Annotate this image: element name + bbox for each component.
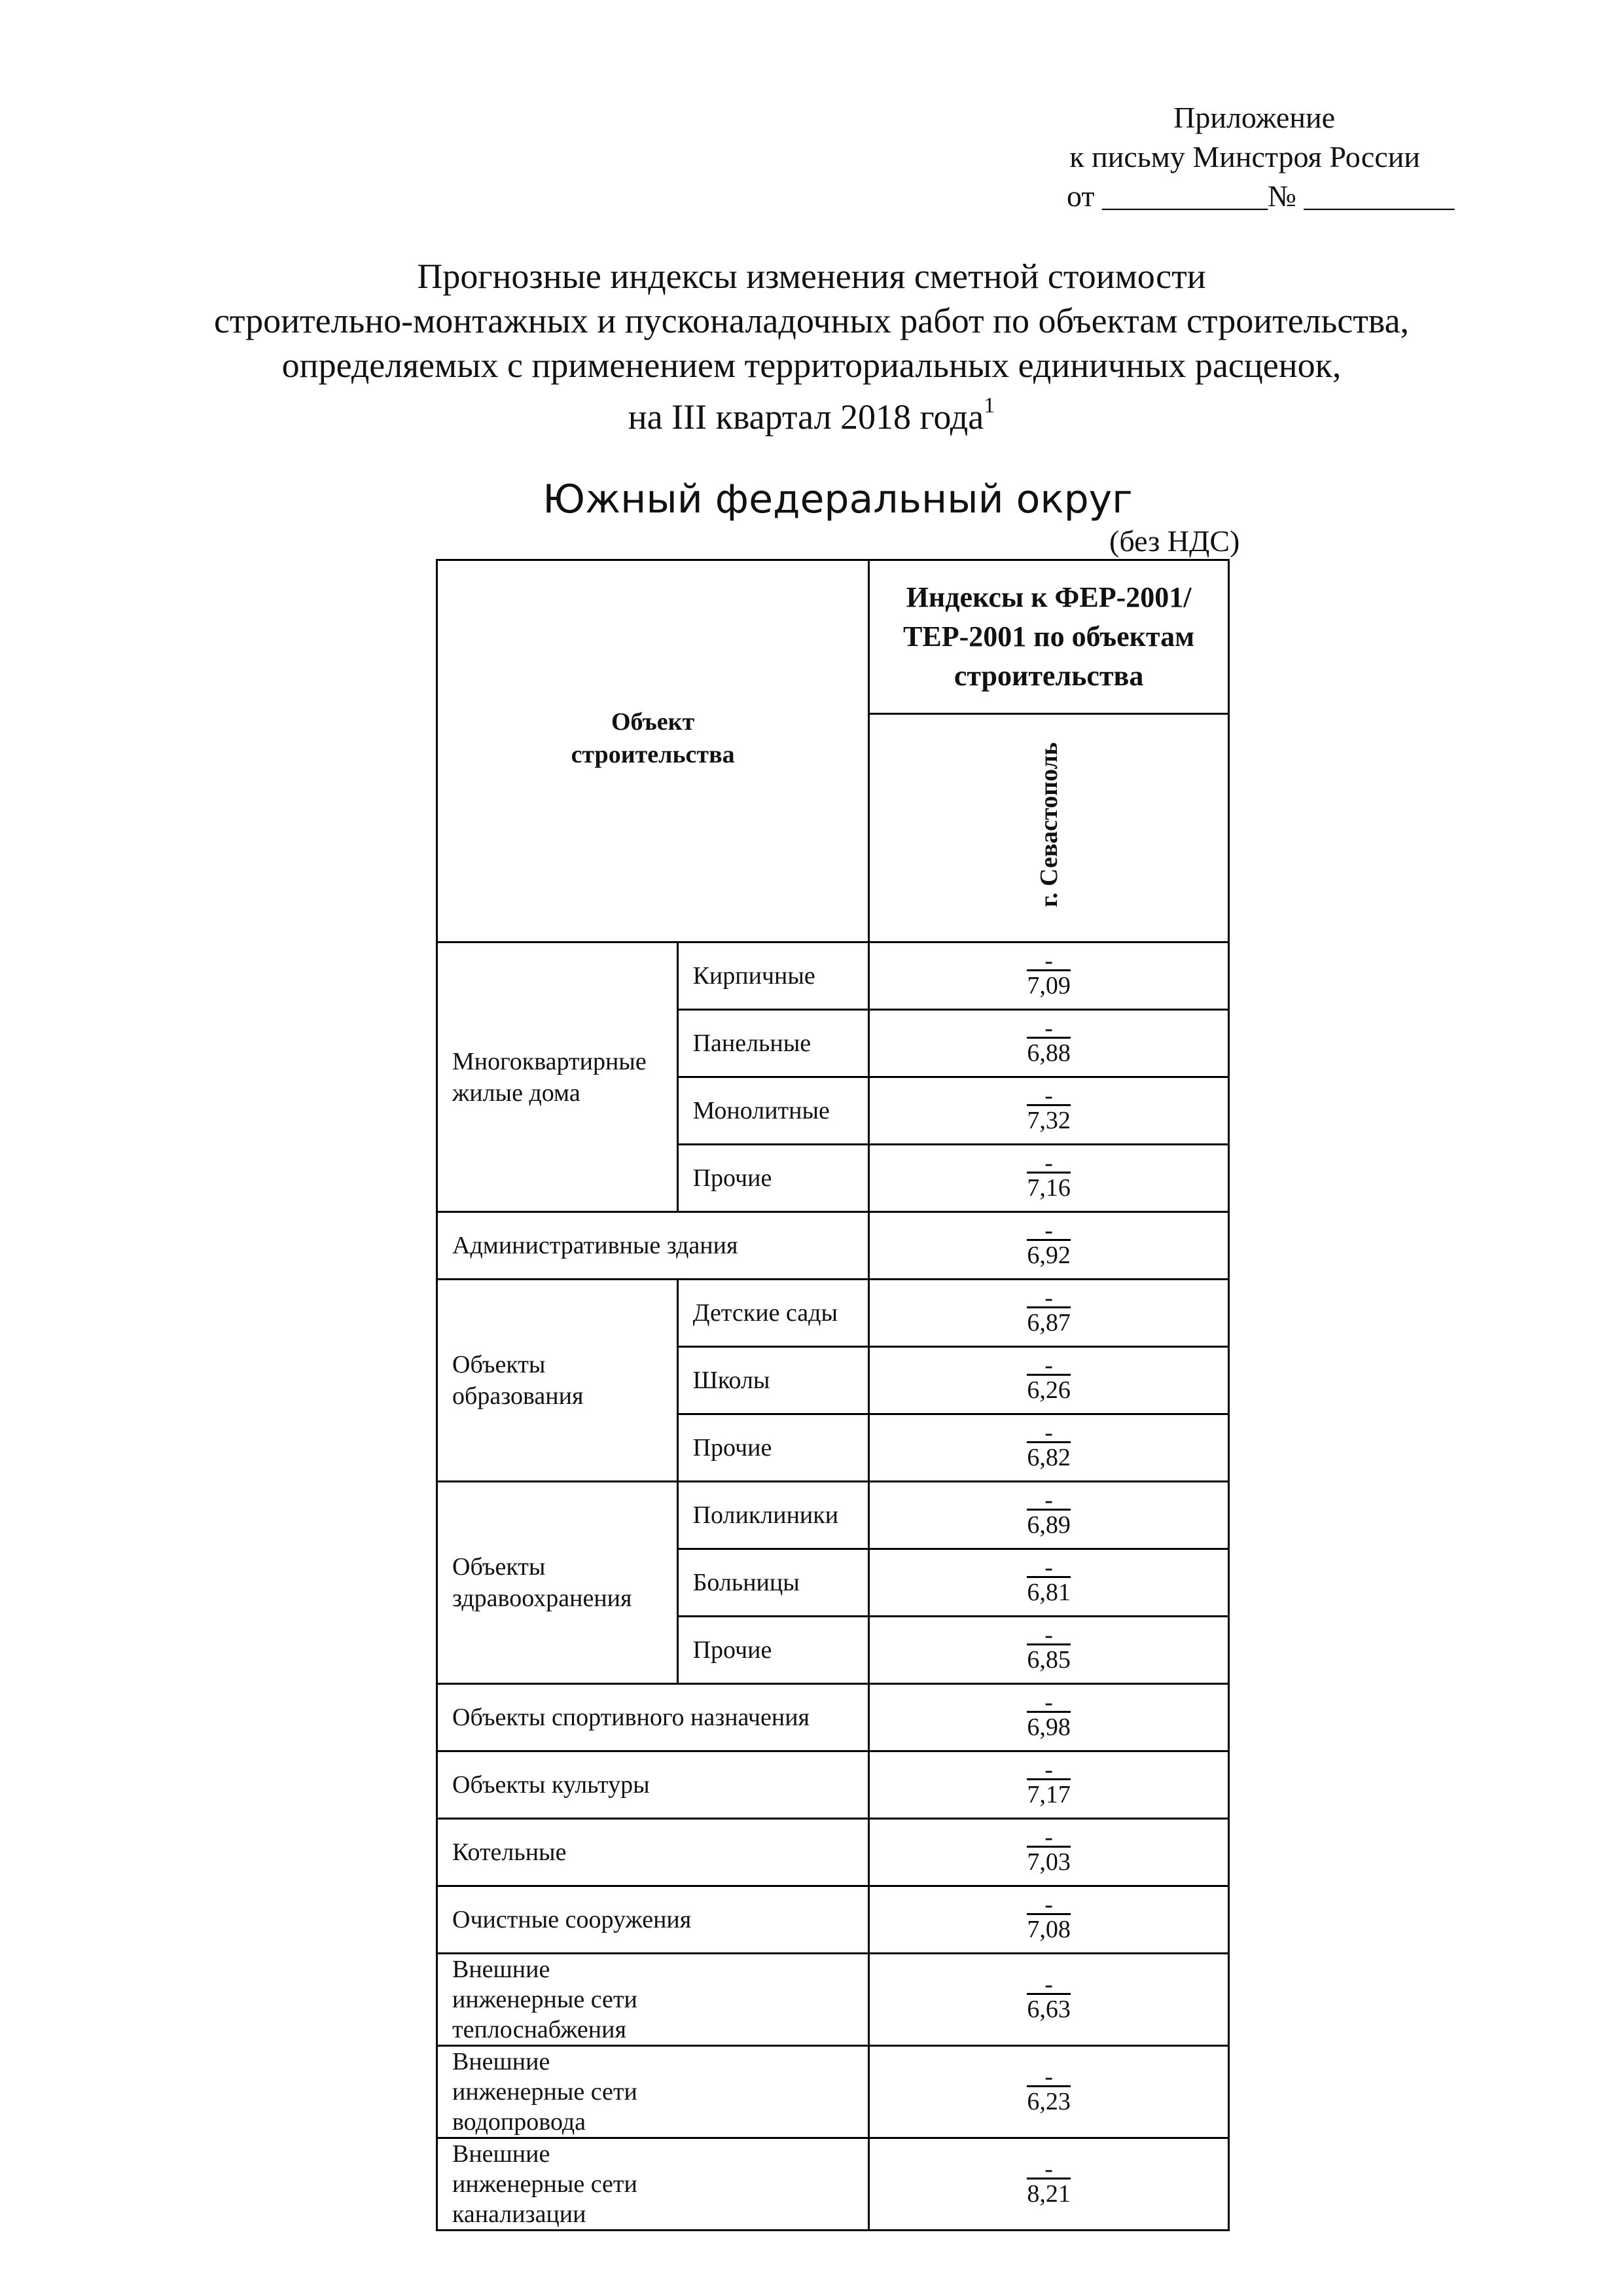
index-value: 6,89 [1027,1511,1071,1539]
subcategory-cell: Школы [677,1347,869,1414]
index-value: 6,82 [1027,1443,1071,1471]
vat-note: (без НДС) [1109,524,1240,558]
index-value-cell [869,1482,1229,1549]
subcategory-cell: Детские сады [677,1280,869,1347]
table-row [437,1482,1229,1549]
index-value: 6,87 [1027,1308,1071,1336]
appendix-letter: к письму Минстроя России [1069,140,1420,173]
subcategory-cell: Прочие [677,1145,869,1212]
value-dash: - [1027,1087,1071,1106]
index-value: 8,21 [1027,2179,1071,2208]
index-value-cell [869,1145,1229,1212]
value-dash: - [1027,952,1071,971]
appendix-block [988,98,1459,216]
table-row [437,1954,1229,2046]
index-value: 7,03 [1027,1848,1071,1876]
index-value-cell [869,1010,1229,1077]
index-value: 7,08 [1027,1915,1071,1943]
index-value-cell [869,1954,1229,2046]
index-value-cell [869,1617,1229,1684]
value-dash: - [1027,1155,1071,1174]
header-city: г. Севастополь [869,714,1229,942]
object-cell: Внешние инженерные сети канализации [437,2138,869,2231]
footnote-mark: 1 [984,393,995,418]
object-cell: Объекты культуры [437,1751,869,1819]
index-value-cell [869,2046,1229,2138]
index-value-cell [869,2138,1229,2231]
table-row [437,1684,1229,1751]
subcategory-cell: Больницы [677,1549,869,1617]
table-header-row [437,560,1229,714]
value-dash: - [1027,1626,1071,1645]
subcategory-cell: Прочие [677,1617,869,1684]
header-object: Объект строительства [437,560,869,942]
category-cell: Многоквартирные жилые дома [437,942,678,1212]
index-value-cell [869,1886,1229,1954]
category-cell: Объекты здравоохранения [437,1482,678,1684]
value-dash: - [1027,1761,1071,1780]
value-dash: - [1027,1289,1071,1308]
title-line-3: определяемых с применением территориальных единичных расценок, [281,346,1342,385]
index-value: 6,88 [1027,1039,1071,1067]
object-cell: Очистные сооружения [437,1886,869,1954]
object-cell: Внешние инженерные сети теплоснабжения [437,1954,869,2046]
value-dash: - [1027,1896,1071,1915]
index-value-cell [869,1212,1229,1280]
table-row [437,1886,1229,1954]
index-value: 6,26 [1027,1376,1071,1404]
object-cell: Котельные [437,1819,869,1886]
value-dash: - [1027,1976,1071,1995]
title-line-2: строительно-монтажных и пусконаладочных работ по объектам строительства, [213,301,1410,340]
value-dash: - [1027,1424,1071,1443]
object-cell: Административные здания [437,1212,869,1280]
value-dash: - [1027,1694,1071,1713]
index-value: 6,98 [1027,1713,1071,1741]
appendix-label: Приложение [1173,101,1335,134]
index-table [436,559,1230,2231]
subcategory-cell: Кирпичные [677,942,869,1010]
index-value: 7,09 [1027,971,1071,999]
object-cell: Внешние инженерные сети водопровода [437,2046,869,2138]
value-dash: - [1027,1020,1071,1039]
document-title [0,254,1623,439]
table-row [437,1819,1229,1886]
value-dash: - [1027,2161,1071,2179]
value-dash: - [1027,1357,1071,1376]
index-value-cell [869,1077,1229,1145]
table-body [437,942,1229,2231]
value-dash: - [1027,1559,1071,1578]
value-dash: - [1027,2068,1071,2087]
index-value-cell [869,1280,1229,1347]
index-value: 7,32 [1027,1106,1071,1134]
object-cell: Объекты спортивного назначения [437,1684,869,1751]
value-dash: - [1027,1829,1071,1848]
index-value-cell [869,1414,1229,1482]
table-row [437,942,1229,1010]
index-value-cell [869,1819,1229,1886]
subcategory-cell: Монолитные [677,1077,869,1145]
value-dash: - [1027,1222,1071,1241]
title-line-4: на III квартал 2018 года$^1$ [628,393,995,437]
index-value: 6,81 [1027,1578,1071,1606]
subcategory-cell: Прочие [677,1414,869,1482]
table-row [437,1751,1229,1819]
index-value-cell [869,1751,1229,1819]
table-row [437,2138,1229,2231]
value-dash: - [1027,1492,1071,1511]
index-value-cell [869,1549,1229,1617]
table-row [437,1212,1229,1280]
table-row [437,1280,1229,1347]
index-value: 6,63 [1027,1995,1071,2023]
index-value: 7,17 [1027,1780,1071,1808]
index-value-cell [869,1684,1229,1751]
index-value: 6,23 [1027,2087,1071,2115]
index-value: 7,16 [1027,1174,1071,1202]
index-value-cell [869,1347,1229,1414]
index-value: 6,92 [1027,1241,1071,1269]
category-cell: Объекты образования [437,1280,678,1482]
subcategory-cell: Поликлиники [677,1482,869,1549]
region-heading: Южный федеральный округ [543,476,1133,522]
index-value: 6,85 [1027,1645,1071,1674]
index-value-cell [869,942,1229,1010]
table-row [437,2046,1229,2138]
appendix-date-number: от ___________№ __________ [1067,179,1455,213]
header-index: Индексы к ФЕР-2001/ТЕР-2001 по объектам строительства [869,560,1229,714]
title-line-1: Прогнозные индексы изменения сметной стоимости [417,257,1206,296]
subcategory-cell: Панельные [677,1010,869,1077]
